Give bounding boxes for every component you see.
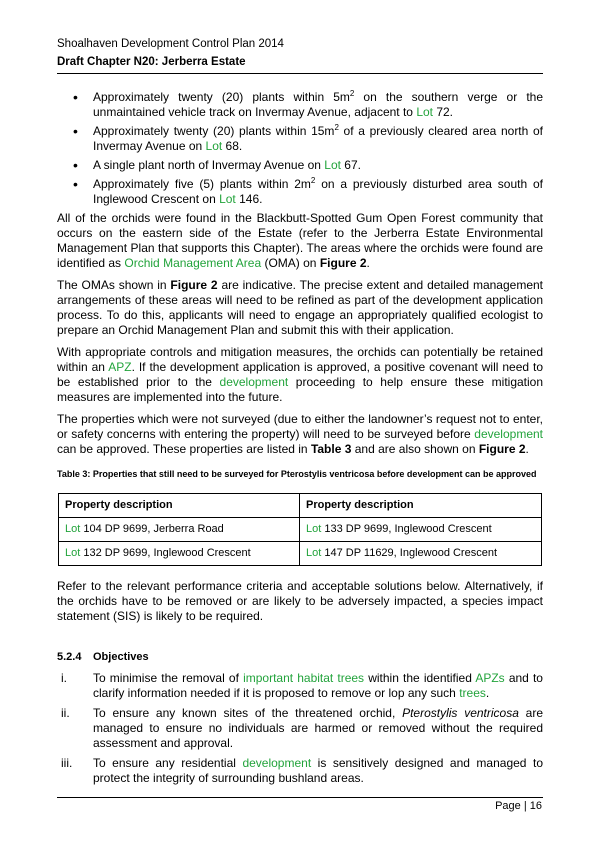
table-row — [59, 518, 542, 542]
lot-link[interactable]: Lot — [65, 547, 81, 559]
lot-link[interactable]: Lot — [306, 547, 322, 559]
objectives-list — [57, 671, 543, 786]
item-number: i. — [61, 671, 67, 685]
list-item: i. To minimise the removal of important habitat trees within the identified APZs and to clarify information needed if it is proposed to remove or lop any such trees. — [61, 671, 543, 700]
section-number: 5.2.4 — [57, 651, 82, 663]
table-cell: Lot 133 DP 9699, Inglewood Crescent — [300, 518, 542, 542]
list-item: iii. To ensure any residential development is sensitively designed and managed to protect the integrity of surrounding bushland areas. — [61, 756, 543, 785]
lot-link[interactable]: Lot — [65, 523, 81, 535]
lot-link[interactable]: Lot — [324, 158, 341, 172]
page-content — [57, 90, 543, 791]
header-divider — [57, 73, 543, 74]
trees-link[interactable]: trees — [459, 686, 486, 700]
lot-link[interactable]: Lot — [416, 105, 433, 119]
table-cell: Lot 132 DP 9699, Inglewood Crescent — [59, 542, 300, 566]
lot-link[interactable]: Lot — [219, 192, 236, 206]
list-item: • Approximately twenty (20) plants within $15m^2$ of a previously cleared area north of Invermay Avenue on Lot 68. — [57, 124, 543, 154]
apzs-link[interactable]: APZs — [475, 671, 505, 685]
development-link[interactable]: development — [242, 756, 312, 770]
table-cell: Lot 147 DP 11629, Inglewood Crescent — [300, 542, 542, 566]
lot-link[interactable]: Lot — [205, 139, 223, 153]
section-title: Objectives — [93, 651, 149, 663]
list-item: • A single plant north of Invermay Avenue on Lot 67. — [57, 158, 543, 173]
apz-link[interactable]: APZ — [108, 360, 132, 374]
paragraph-unsurveyed: The properties which were not surveyed (due to either the landowner’s request not to enter, or safety concerns with entering the property) will need to be surveyed before development can be approved. These properties are listed in Table 3 and are also shown on Figure 2. — [57, 412, 543, 456]
orchid-location-list — [57, 90, 543, 207]
list-item: ii. To ensure any known sites of the threatened orchid, Pterostylis ventricosa are managed to ensure no individuals are harmed or removed without the required assessment and approval. — [61, 706, 544, 750]
lot-link[interactable]: Lot — [306, 523, 322, 535]
section-heading — [57, 650, 543, 665]
paragraph-orchid-community: All of the orchids were found in the Blackbutt-Spotted Gum Open Forest community that occurs on the eastern side of the Estate (refer to the Jerberra Estate Environmental Management Plan that supports this Chapter). The areas where the orchids were found are identified as Orchid Management Area (OMA) on Figure 2. — [57, 211, 543, 270]
column-header: Property description — [300, 494, 542, 518]
table-row — [59, 542, 542, 566]
header-plan-title: Shoalhaven Development Control Plan 2014 — [57, 38, 284, 50]
development-link[interactable]: development — [219, 375, 289, 389]
item-number: iii. — [61, 756, 73, 770]
habitat-trees-link[interactable]: important habitat trees — [243, 671, 365, 685]
column-header: Property description — [59, 494, 300, 518]
paragraph-performance-criteria: Refer to the relevant performance criteria and acceptable solutions below. Alternatively, if the orchids have to be removed or are likely to be adversely impacted, a species impact statement (SIS) is likely to be required. — [57, 579, 543, 623]
footer-divider — [57, 797, 543, 798]
header-chapter-title: Draft Chapter N20: Jerberra Estate — [57, 56, 246, 68]
oma-link[interactable]: Orchid Management Area — [124, 256, 262, 270]
paragraph-mitigation: With appropriate controls and mitigation measures, the orchids can potentially be retained within an APZ. If the development application is approved, a positive covenant will need to be established prior to the development proceeding to help ensure these mitigation measures are implemented into the future. — [57, 345, 544, 404]
page-header — [57, 37, 543, 70]
table-caption: Table 3: Properties that still need to be surveyed for Pterostylis ventricosa before development can be approved — [57, 469, 537, 479]
table-header-row — [59, 494, 542, 518]
page-number: Page | 16 — [495, 800, 542, 812]
table-cell: Lot 104 DP 9699, Jerberra Road — [59, 518, 300, 542]
item-number: ii. — [61, 706, 70, 720]
properties-table — [58, 493, 542, 566]
list-item: • Approximately twenty (20) plants within $5m^2$ on the southern verge or the unmaintained vehicle track on Invermay Avenue, adjacent to Lot 72. — [57, 90, 543, 120]
paragraph-oma-indicative: The OMAs shown in Figure 2 are indicative. The precise extent and detailed management arrangements of these areas will need to be refined as part of the development application process. To do this, applicants will need to engage an appropriately qualified ecologist to prepare an Orchid Management Plan and submit this with their application. — [57, 278, 543, 337]
list-item: • Approximately five (5) plants within $2m^2$ on a previously disturbed area south of Inglewood Crescent on Lot 146. — [57, 177, 543, 207]
development-link[interactable]: development — [474, 427, 543, 441]
